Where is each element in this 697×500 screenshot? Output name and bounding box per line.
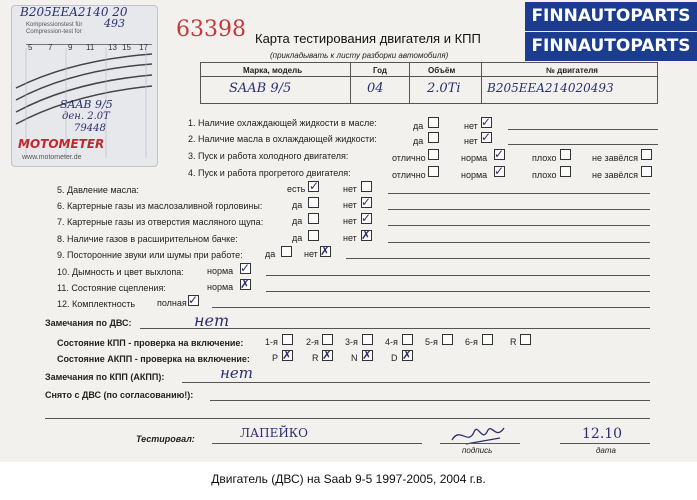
gear-6-checkbox[interactable] bbox=[482, 334, 493, 345]
question-2: 2. Наличие масла в охлаждающей жидкости: bbox=[188, 134, 377, 144]
check-mark-icon: ✓ bbox=[240, 261, 251, 275]
q11-notes-line bbox=[266, 291, 650, 292]
removed-line-2 bbox=[45, 418, 650, 419]
q3-excellent-checkbox[interactable] bbox=[428, 149, 439, 160]
q7-yes-checkbox[interactable] bbox=[308, 213, 319, 224]
q7-yes-label: да bbox=[292, 216, 303, 226]
q4-bad-label: плохо bbox=[532, 170, 557, 180]
gear-r-checkbox[interactable] bbox=[520, 334, 531, 345]
q5-no-checkbox[interactable] bbox=[361, 181, 372, 192]
check-mark-icon: ✗ bbox=[320, 244, 331, 258]
check-mark-icon: ✓ bbox=[494, 164, 505, 178]
question-7: 7. Картерные газы из отверстия масляного щупа: bbox=[57, 217, 264, 227]
finnautoparts-logo: FINNAUTOPARTS bbox=[525, 2, 697, 31]
q1-yes-checkbox[interactable] bbox=[428, 117, 439, 128]
date-label: дата bbox=[596, 446, 616, 455]
engine-remarks-value: нет bbox=[194, 311, 230, 330]
gearbox-remarks-line bbox=[182, 382, 650, 383]
removed-line-1 bbox=[210, 400, 650, 401]
gear-3-label: 3-я bbox=[345, 337, 358, 347]
q10-normal-label: норма bbox=[207, 266, 234, 276]
check-mark-icon: ✗ bbox=[282, 348, 293, 362]
value-engine-number: B205EEA214020493 bbox=[487, 81, 614, 95]
signature-label: подпись bbox=[462, 446, 493, 455]
q8-no-label: нет bbox=[343, 233, 357, 243]
q7-no-label: нет bbox=[343, 216, 357, 226]
q3-no-start-checkbox[interactable] bbox=[641, 149, 652, 160]
gear-1-checkbox[interactable] bbox=[282, 334, 293, 345]
q2-yes-checkbox[interactable] bbox=[428, 132, 439, 143]
question-12: 12. Комплектность bbox=[57, 299, 136, 309]
sticker-header-text: Kompressionstest für bbox=[26, 22, 83, 28]
form-title: Карта тестирования двигателя и КПП bbox=[255, 31, 481, 46]
check-mark-icon: ✗ bbox=[362, 348, 373, 362]
auto-n-label: N bbox=[351, 353, 358, 363]
sticker-model: SAAB 9/5 bbox=[60, 98, 113, 111]
header-volume: Объём bbox=[428, 66, 456, 75]
gear-4-label: 4-я bbox=[385, 337, 398, 347]
q2-yes-label: да bbox=[413, 136, 424, 146]
gearbox-remarks-value: нет bbox=[220, 364, 253, 382]
value-year: 04 bbox=[367, 81, 384, 96]
q2-no-label: нет bbox=[464, 136, 478, 146]
vehicle-table bbox=[200, 62, 658, 104]
sticker-scale-7: 7 bbox=[48, 43, 53, 52]
auto-gearbox-label: Состояние АКПП - проверка на включение: bbox=[57, 354, 250, 364]
removed-from-engine-label: Снято с ДВС (по согласованию!): bbox=[45, 390, 194, 400]
compression-test-sticker bbox=[11, 5, 158, 167]
q9-yes-checkbox[interactable] bbox=[281, 246, 292, 257]
q5-no-label: нет bbox=[343, 184, 357, 194]
q4-normal-label: норма bbox=[461, 170, 488, 180]
question-4: 4. Пуск и работа прогретого двигателя: bbox=[188, 168, 351, 178]
check-mark-icon: ✗ bbox=[322, 348, 333, 362]
q8-yes-label: да bbox=[292, 233, 303, 243]
gearbox-remarks-label: Замечания по КПП (АКПП): bbox=[45, 372, 165, 382]
check-mark-icon: ✓ bbox=[494, 147, 505, 161]
question-11: 11. Состояние сцепления: bbox=[57, 283, 166, 293]
sticker-scale-13: 13 bbox=[108, 43, 117, 52]
sticker-scale-5: 5 bbox=[28, 43, 33, 52]
q7-notes-line bbox=[388, 225, 650, 226]
sticker-scale-9: 9 bbox=[68, 43, 73, 52]
check-mark-icon: ✓ bbox=[361, 211, 372, 225]
sticker-scale-11: 11 bbox=[86, 43, 95, 52]
check-mark-icon: ✗ bbox=[240, 277, 251, 291]
q6-yes-label: да bbox=[292, 200, 303, 210]
gear-4-checkbox[interactable] bbox=[402, 334, 413, 345]
check-mark-icon: ✓ bbox=[188, 293, 199, 307]
q5-notes-line bbox=[388, 193, 650, 194]
header-make: Марка, модель bbox=[243, 66, 303, 75]
q2-notes-line bbox=[508, 144, 658, 145]
question-10: 10. Дымность и цвет выхлопа: bbox=[57, 267, 184, 277]
question-6: 6. Картерные газы из маслозаливной горловины: bbox=[57, 201, 263, 211]
auto-p-label: P bbox=[272, 353, 279, 363]
q9-no-label: нет bbox=[304, 249, 318, 259]
gear-1-label: 1-я bbox=[265, 337, 278, 347]
q3-excellent-label: отлично bbox=[392, 153, 426, 163]
q5-is-label: есть bbox=[287, 184, 306, 194]
q6-no-label: нет bbox=[343, 200, 357, 210]
q9-notes-line bbox=[346, 258, 650, 259]
q1-yes-label: да bbox=[413, 121, 424, 131]
question-9: 9. Посторонние звуки или шумы при работе: bbox=[57, 250, 243, 260]
form-subtitle: (прикладывать к листу разборки автомобиля) bbox=[270, 51, 449, 60]
check-mark-icon: ✓ bbox=[481, 130, 492, 144]
gear-2-checkbox[interactable] bbox=[322, 334, 333, 345]
motometer-logo: MOTOMETER bbox=[18, 137, 105, 151]
question-8: 8. Наличие газов в расширительном бачке: bbox=[57, 234, 238, 244]
sticker-header-text-2: Compression-test for bbox=[26, 29, 82, 35]
sticker-scale-15: 15 bbox=[122, 43, 131, 52]
q9-yes-label: да bbox=[265, 249, 276, 259]
tester-name: ЛАПЕЙКО bbox=[240, 426, 308, 440]
finnautoparts-logo-2: FINNAUTOPARTS bbox=[525, 32, 697, 61]
q3-no-start-label: не завёлся bbox=[592, 153, 639, 163]
value-make: SAAB 9/5 bbox=[229, 81, 292, 96]
q6-notes-line bbox=[388, 209, 650, 210]
q12-full-label: полная bbox=[157, 298, 187, 308]
question-1: 1. Наличие охлаждающей жидкости в масле: bbox=[188, 118, 377, 128]
q4-bad-checkbox[interactable] bbox=[560, 166, 571, 177]
q8-yes-checkbox[interactable] bbox=[308, 230, 319, 241]
sticker-engine-number: B205EEA2140 20 bbox=[20, 5, 128, 19]
q6-yes-checkbox[interactable] bbox=[308, 197, 319, 208]
q10-notes-line bbox=[266, 275, 650, 276]
q11-normal-label: норма bbox=[207, 282, 234, 292]
check-mark-icon: ✗ bbox=[361, 228, 372, 242]
check-mark-icon: ✓ bbox=[481, 115, 492, 129]
order-number: 63398 bbox=[176, 17, 246, 42]
q1-no-label: нет bbox=[464, 121, 478, 131]
tester-line bbox=[212, 443, 422, 444]
q4-excellent-label: отлично bbox=[392, 170, 426, 180]
image-caption: Двигатель (ДВС) на Saab 9-5 1997-2005, 2004 г.в. bbox=[211, 472, 486, 486]
header-year: Год bbox=[373, 66, 387, 75]
question-3: 3. Пуск и работа холодного двигателя: bbox=[188, 151, 349, 161]
gear-2-label: 2-я bbox=[306, 337, 319, 347]
gear-5-checkbox[interactable] bbox=[442, 334, 453, 345]
sticker-website: www.motometer.de bbox=[22, 154, 82, 161]
value-volume: 2.0Ti bbox=[427, 81, 461, 96]
gear-3-checkbox[interactable] bbox=[362, 334, 373, 345]
sticker-engine-number-suffix: 493 bbox=[104, 17, 125, 30]
tested-by-label: Тестировал: bbox=[136, 434, 195, 444]
auto-d-label: D bbox=[391, 353, 398, 363]
check-mark-icon: ✗ bbox=[402, 348, 413, 362]
gear-6-label: 6-я bbox=[465, 337, 478, 347]
question-5: 5. Давление масла: bbox=[57, 185, 139, 195]
sticker-model-2: ден. 2.0T bbox=[62, 111, 110, 122]
date-line bbox=[560, 443, 650, 444]
check-mark-icon: ✓ bbox=[361, 195, 372, 209]
header-engine-number: № двигателя bbox=[546, 66, 598, 75]
sticker-scale-17: 17 bbox=[139, 43, 148, 52]
check-mark-icon: ✓ bbox=[309, 179, 320, 193]
q8-notes-line bbox=[388, 242, 650, 243]
q3-bad-label: плохо bbox=[532, 153, 557, 163]
date-value: 12.10 bbox=[582, 426, 623, 442]
engine-remarks-label: Замечания по ДВС: bbox=[45, 318, 132, 328]
gear-5-label: 5-я bbox=[425, 337, 438, 347]
sticker-model-3: 79448 bbox=[74, 123, 106, 134]
gear-r-label: R bbox=[510, 337, 517, 347]
q3-bad-checkbox[interactable] bbox=[560, 149, 571, 160]
manual-gearbox-label: Состояние КПП - проверка на включение: bbox=[57, 338, 244, 348]
engine-remarks-line bbox=[140, 328, 650, 329]
q1-notes-line bbox=[508, 129, 658, 130]
q4-no-start-checkbox[interactable] bbox=[641, 166, 652, 177]
auto-r-label: R bbox=[312, 353, 319, 363]
signature-line bbox=[440, 443, 520, 444]
q3-normal-label: норма bbox=[461, 153, 488, 163]
q4-excellent-checkbox[interactable] bbox=[428, 166, 439, 177]
q4-no-start-label: не завёлся bbox=[592, 170, 639, 180]
q12-notes-line bbox=[212, 307, 650, 308]
